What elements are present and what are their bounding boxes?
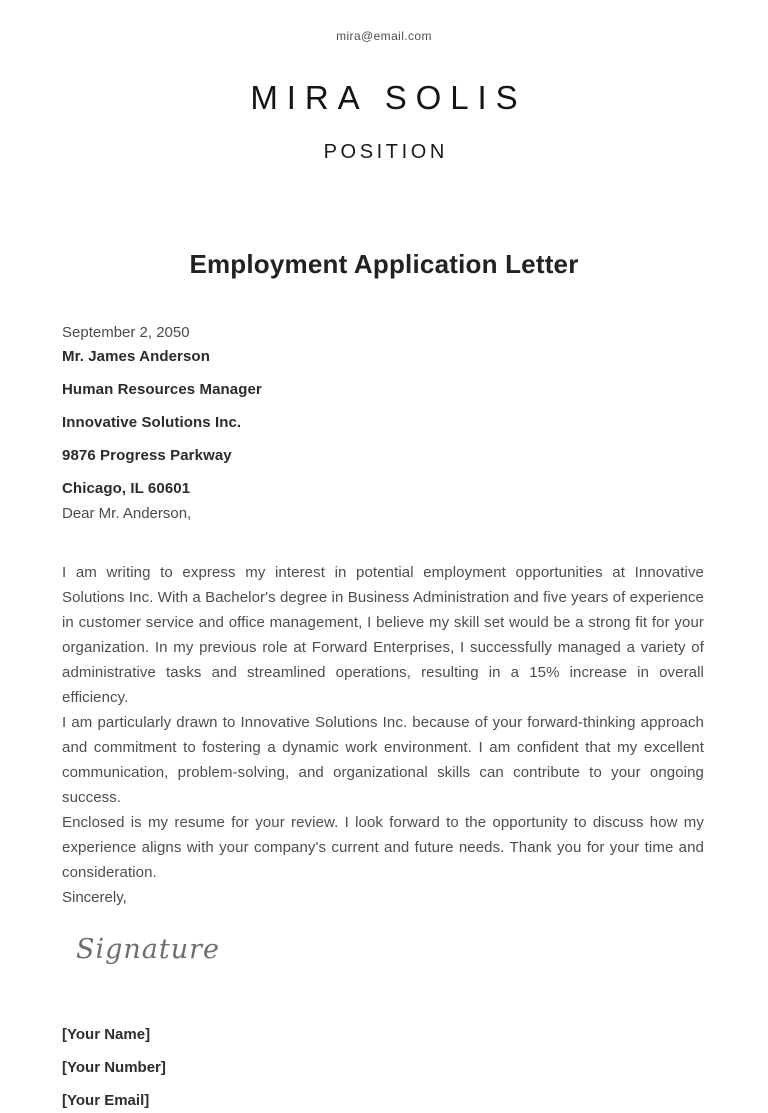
placeholder-your-number: [Your Number] (62, 1058, 166, 1076)
recipient-company: Innovative Solutions Inc. (62, 413, 242, 431)
sender-name: MIRA SOLIS (250, 79, 527, 116)
letterhead (0, 0, 768, 164)
paragraph-3: Enclosed is my resume for your review. I look forward to the opportunity to discuss how my experience aligns with your company's current and future needs. Thank you for your time and consideration. (62, 813, 704, 881)
signature-script: Signature (76, 933, 221, 965)
placeholder-block (62, 1023, 704, 1113)
salutation: Dear Mr. Anderson, (62, 504, 192, 522)
paragraphs-block (62, 560, 704, 885)
document-title: Employment Application Letter (189, 248, 579, 279)
recipient-name: Mr. James Anderson (62, 347, 210, 365)
recipient-title: Human Resources Manager (62, 380, 262, 398)
letter-body (62, 321, 704, 1113)
placeholder-your-email: [Your Email] (62, 1091, 150, 1109)
placeholder-your-name: [Your Name] (62, 1025, 151, 1043)
recipient-city: Chicago, IL 60601 (62, 479, 191, 497)
paragraph-1: I am writing to express my interest in potential employment opportunities at Innovative Solutions Inc. With a Bachelor's degree in Business Administration and five years of experience in customer service and office management, I believe my skill set would be a strong fit for your organization. In my previous role at Forward Enterprises, I successfully managed a variety of administrative tasks and streamlined operations, resulting in a 15% increase in overall efficiency. (62, 563, 704, 706)
letter-date: September 2, 2050 (62, 323, 190, 341)
contact-email: mira@email.com (336, 29, 432, 43)
closing: Sincerely, (62, 888, 127, 906)
recipient-street: 9876 Progress Parkway (62, 446, 232, 464)
paragraph-2: I am particularly drawn to Innovative Solutions Inc. because of your forward-thinking approach and commitment to fostering a dynamic work environment. I am confident that my excellent communication, problem-solving, and organizational skills can contribute to your ongoing success. (62, 713, 704, 806)
recipient-block (62, 345, 704, 501)
sender-position: POSITION (323, 140, 448, 163)
